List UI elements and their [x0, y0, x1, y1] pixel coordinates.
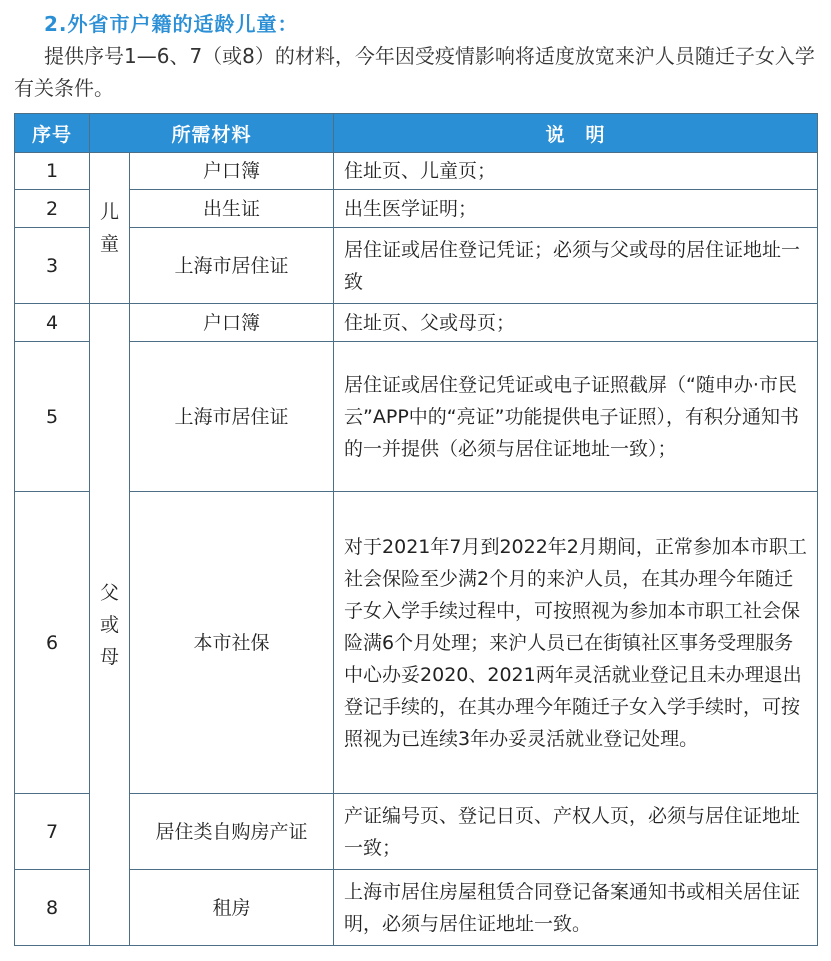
row-description: 居住证或居住登记凭证；必须与父或母的居住证地址一致: [334, 228, 818, 304]
row-material: 户口簿: [130, 153, 334, 190]
group-parent: [90, 304, 130, 946]
row-material: 租房: [130, 870, 334, 946]
group-child-char: 儿: [99, 201, 119, 223]
row-seq: 1: [15, 153, 90, 190]
row-description: 产证编号页、登记日页、产权人页，必须与居住证地址一致；: [334, 794, 818, 870]
table-row: [15, 153, 818, 190]
group-child-char: 童: [99, 233, 119, 255]
table-row: [15, 304, 818, 342]
header-description: 说 明: [334, 114, 818, 153]
group-parent-char: 母: [99, 645, 119, 668]
group-parent-char: 或: [99, 613, 119, 636]
row-seq: 2: [15, 190, 90, 228]
row-seq: 8: [15, 870, 90, 946]
row-material: 上海市居住证: [130, 342, 334, 492]
row-material: 出生证: [130, 190, 334, 228]
header-materials: 所需材料: [90, 114, 334, 153]
row-description: 住址页、父或母页；: [334, 304, 818, 342]
intro-paragraph: [14, 40, 820, 104]
row-seq: 3: [15, 228, 90, 304]
row-material: 户口簿: [130, 304, 334, 342]
row-description: 出生医学证明；: [334, 190, 818, 228]
table-row: [15, 492, 818, 794]
group-parent-char: 父: [99, 581, 119, 604]
materials-table: [14, 113, 818, 946]
table-row: [15, 342, 818, 492]
intro-text: 提供序号1—6、7（或8）的材料，今年因受疫情影响将适度放宽来沪人员随迁子女入学有关条件。: [14, 44, 815, 100]
row-description: 居住证或居住登记凭证或电子证照截屏（“随申办·市民云”APP中的“亮证”功能提供电子证照），有积分通知书的一并提供（必须与居住证地址一致）；: [334, 342, 818, 492]
row-seq: 6: [15, 492, 90, 794]
group-child: [90, 153, 130, 304]
row-description: 上海市居住房屋租赁合同登记备案通知书或相关居住证明，必须与居住证地址一致。: [334, 870, 818, 946]
row-seq: 5: [15, 342, 90, 492]
table-row: [15, 228, 818, 304]
table-row: [15, 870, 818, 946]
header-seq: 序号: [15, 114, 90, 153]
table-row: [15, 794, 818, 870]
row-seq: 4: [15, 304, 90, 342]
row-seq: 7: [15, 794, 90, 870]
row-description: 对于2021年7月到2022年2月期间，正常参加本市职工社会保险至少满2个月的来沪人员，在其办理今年随迁子女入学手续过程中，可按照视为参加本市职工社会保险满6个月处理；来沪人员已在街镇社区事务受理服务中心办妥2020、2021两年灵活就业登记且未办理退出登记手续的，在其办理今年随迁子女入学手续时，可按照视为已连续3年办妥灵活就业登记处理。: [334, 492, 818, 794]
row-material: 本市社保: [130, 492, 334, 794]
section-heading: 2.外省市户籍的适龄儿童：: [44, 12, 299, 36]
row-material: 居住类自购房产证: [130, 794, 334, 870]
row-material: 上海市居住证: [130, 228, 334, 304]
table-header-row: [15, 114, 818, 153]
row-description: 住址页、儿童页；: [334, 153, 818, 190]
table-row: [15, 190, 818, 228]
